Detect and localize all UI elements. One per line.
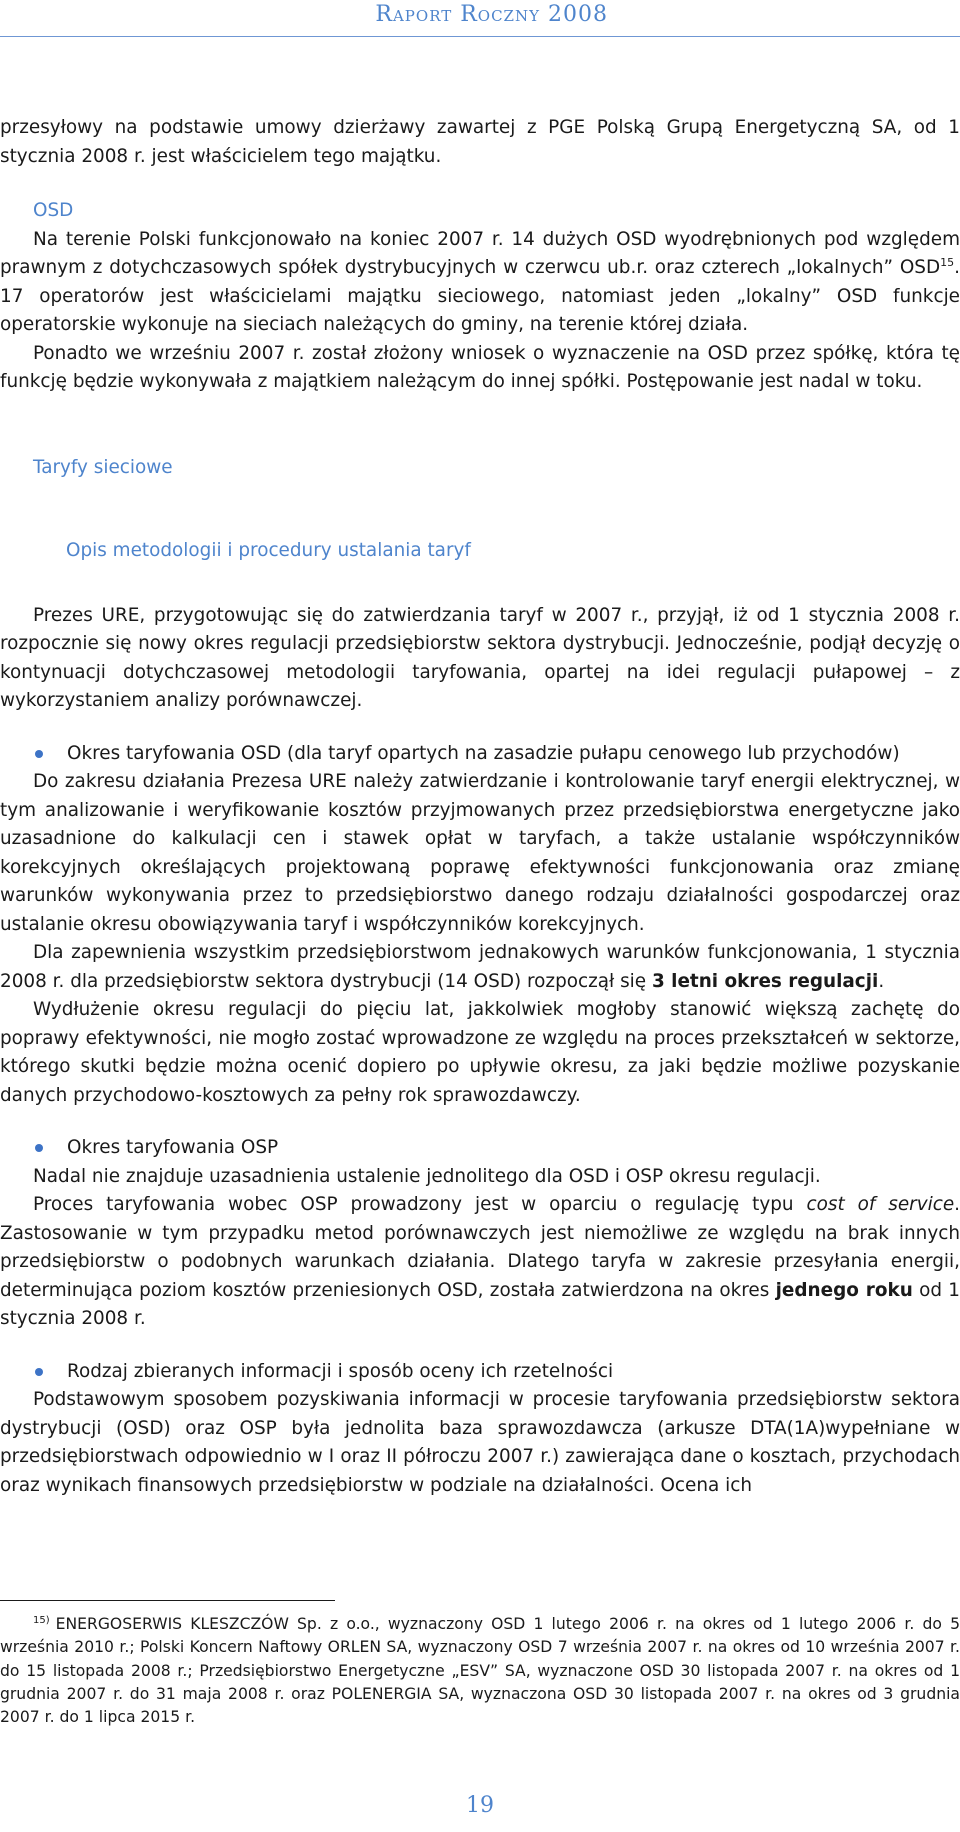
intro-paragraph: przesyłowy na podstawie umowy dzierżawy zawartej z PGE Polską Grupą Energetyczną SA, od 1 stycznia 2008 r. jest właścicielem tego majątku. <box>0 117 960 167</box>
okres-osp-paragraph-2: Proces taryfowania wobec OSP prowadzony jest w oparciu o regulację typu cost of service. Zastosowanie w tym przypadku metod porównawczych jest niemożliwe ze względu na brak innych przedsiębiorstw o podobnych warunkach działania. Dlatego taryfa w zakresie przesyłania energii, determinująca poziom kosztów przeniesionych OSD, została zatwierdzona na okres jednego roku od 1 stycznia 2008 r. <box>0 1194 960 1329</box>
osd-paragraph-2: Ponadto we wrześniu 2007 r. został złożony wniosek o wyznaczenie na OSD przez spółkę, która tę funkcję będzie wykonywała z majątkiem należącym do innej spółki. Postępowanie jest nadal w toku. <box>0 342 960 392</box>
subsection-heading-opis: Opis metodologii i procedury ustalania taryf <box>66 540 471 561</box>
page-number: 19 <box>466 1793 494 1818</box>
osd-paragraph-1: Na terenie Polski funkcjonowało na koniec 2007 r. 14 dużych OSD wyodrębnionych pod względem prawnym z dotychczasowych spółek dystrybucyjnych w czerwcu ub.r. oraz czterech „lokalnych” OSD$^{15}$. 17 operatorów jest właścicielami majątku sieciowego, natomiast jeden „lokalny” OSD funkcje operatorskie wykonuje na sieciach należących do gminy, na terenie której działa. <box>0 228 960 335</box>
bullet-dot-icon <box>35 1368 43 1376</box>
okres-osd-paragraph-1: Do zakresu działania Prezesa URE należy zatwierdzanie i kontrolowanie taryf energii elektrycznej, w tym analizowanie i weryfikowanie kosztów przyjmowanych przez przedsiębiorstwa energetyczne jako uzasadnione do kalkulacji cen i stawek opłat w taryfach, a także ustalanie współczynników korekcyjnych określających projektowaną poprawę efektywności funkcjonowania oraz zmianę warunków wykonywania przez to przedsiębiorstwo danego rodzaju działalności gospodarczej oraz ustalanie okresu obowiązywania taryf i współczynników korekcyjnych. <box>0 771 960 935</box>
bullet-heading-okres-osd: Okres taryfowania OSD (dla taryf opartych na zasadzie pułapu cenowego lub przychodów) <box>0 740 960 769</box>
running-header: Raport Roczny 2008 <box>375 2 608 27</box>
section-heading-taryfy: Taryfy sieciowe <box>33 456 173 478</box>
bullet-dot-icon <box>35 1144 43 1152</box>
okres-osd-paragraph-3: Wydłużenie okresu regulacji do pięciu lat, jakkolwiek mogłoby stanowić większą zachętę do poprawy efektywności, nie mogło zostać wprowadzone ze względu na proces przekształceń w sektorze, którego skutki będzie można ocenić dopiero po upływie okresu, za jaki będzie możliwe pozyskanie danych przychodowo-kosztowych za pełny rok sprawozdawczy. <box>0 999 960 1106</box>
okres-osd-paragraph-2: Dla zapewnienia wszystkim przedsiębiorstwom jednakowych warunków funkcjonowania, 1 stycznia 2008 r. dla przedsiębiorstw sektora dystrybucji (14 OSD) rozpoczął się 3 letni okres regulacji. <box>0 942 960 992</box>
taryfy-paragraph-1: Prezes URE, przygotowując się do zatwierdzania taryf w 2007 r., przyjął, iż od 1 stycznia 2008 r. rozpocznie się nowy okres regulacji przedsiębiorstw sektora dystrybucji. Jednocześnie, podjął decyzję o kontynuacji dotychczasowej metodologii taryfowania, opartej na idei regulacji pułapowej – z wykorzystaniem analizy porównawczej. <box>0 604 960 711</box>
footnote-rule <box>0 1600 335 1601</box>
bullet-dot-icon <box>35 750 43 758</box>
informacje-paragraph-1: Podstawowym sposobem pozyskiwania informacji w procesie taryfowania przedsiębiorstw sektora dystrybucji (OSD) oraz OSP była jednolita baza sprawozdawcza (arkusze DTA(1A)wypełniane w przedsiębiorstwach odpowiednio w I oraz II półroczu 2007 r.) zawierająca dane o kosztach, przychodach oraz wynikach finansowych przedsiębiorstw w podziale na działalności. Ocena ich <box>0 1389 960 1496</box>
main-content <box>0 114 960 1500</box>
footnote-15: $^{15)}$ ENERGOSERWIS KLESZCZÓW Sp. z o.o., wyznaczony OSD 1 lutego 2006 r. na okres od 1 lutego 2006 r. do 5 września 2010 r.; Polski Koncern Naftowy ORLEN SA, wyznaczony OSD 7 września 2007 r. na okres od 10 września 2007 r. do 15 listopada 2008 r.; Przedsiębiorstwo Energetyczne „ESV” SA, wyznaczone OSD 30 listopada 2007 r. na okres od 1 grudnia 2007 r. do 31 maja 2008 r. oraz POLENERGIA SA, wyznaczona OSD 30 listopada 2007 r. na okres od 3 grudnia 2007 r. do 1 lipca 2015 r. <box>0 1614 960 1727</box>
footnote-ref[interactable]: 15 <box>940 255 955 269</box>
bullet-heading-informacje: Rodzaj zbieranych informacji i sposób oceny ich rzetelności <box>0 1358 960 1387</box>
footnote-number: 15) <box>33 1614 50 1626</box>
okres-osp-paragraph-1: Nadal nie znajduje uzasadnienia ustalenie jednolitego dla OSD i OSP okresu regulacji. <box>33 1165 821 1187</box>
header-rule <box>0 36 960 37</box>
section-heading-osd: OSD <box>33 200 74 221</box>
bullet-heading-okres-osp: Okres taryfowania OSP <box>0 1134 960 1163</box>
